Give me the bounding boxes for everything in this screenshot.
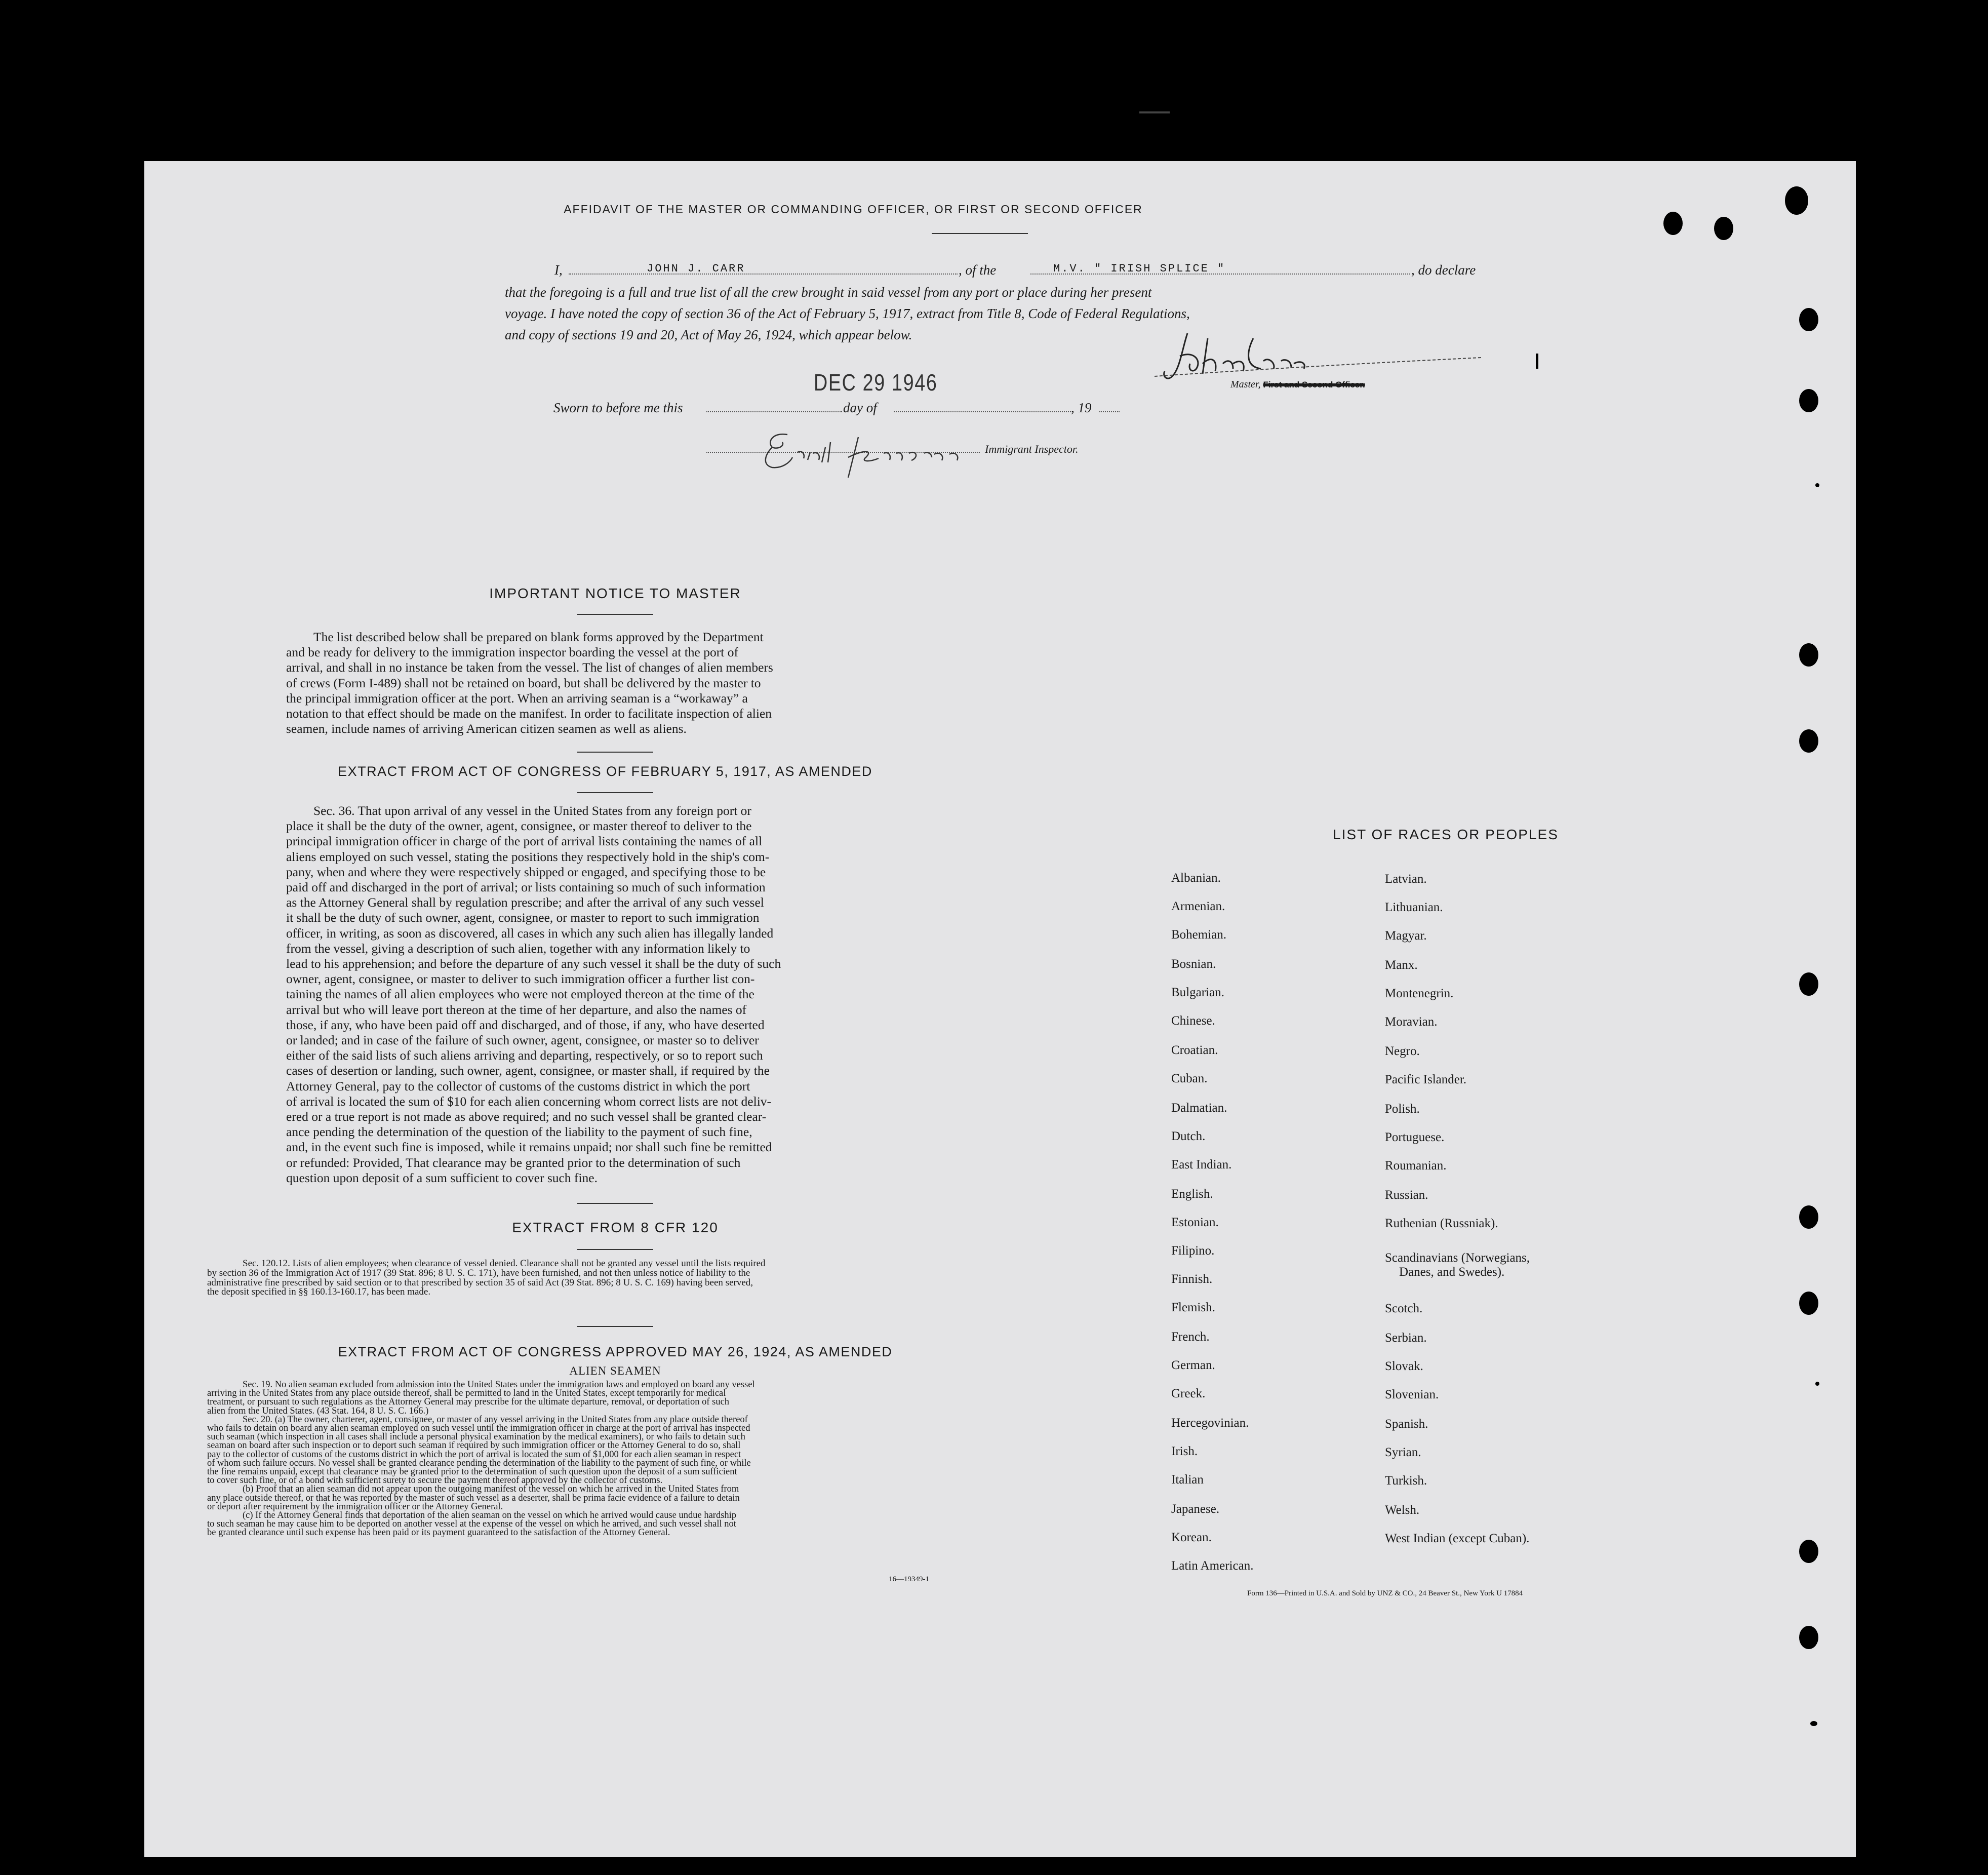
form-code: 16—19349-1: [889, 1575, 929, 1583]
races-title: LIST OF RACES OR PEOPLES: [1333, 827, 1559, 842]
race-item: German.: [1171, 1358, 1215, 1372]
race-item: Roumanian.: [1385, 1159, 1447, 1173]
cfr-line: Sec. 120.12. Lists of alien employees; when clearance of vessel denied. Clearance shall not be granted any vessel until the lists required: [243, 1258, 766, 1269]
race-item: Negro.: [1385, 1044, 1420, 1058]
race-item: Korean.: [1171, 1531, 1212, 1544]
struck-officer-text: First and Second Officer.: [1263, 380, 1365, 389]
notice-line: arrival, and shall in no instance be taken from the vessel. The list of changes of alien members: [286, 660, 773, 675]
alien-seamen-subtitle: ALIEN SEAMEN: [569, 1364, 661, 1377]
race-item: Scotch.: [1385, 1302, 1423, 1315]
declaration-line-2: that the foregoing is a full and true list of all the crew brought in said vessel from any port or place during her present: [505, 285, 1152, 300]
extract-1917-bottom-rule: [577, 1203, 653, 1204]
extract-1917-title: EXTRACT FROM ACT OF CONGRESS OF FEBRUARY 5, 1917, AS AMENDED: [338, 764, 872, 779]
margin-speck: [1139, 111, 1170, 113]
race-item: Albanian.: [1171, 871, 1221, 885]
sec19-line: alien from the United States. (43 Stat. 164, 8 U. S. C. 166.): [207, 1405, 429, 1416]
sec36-line: officer, in writing, as soon as discovered, all cases in which any such alien has illegally landed: [286, 925, 774, 941]
sworn-dots-3: [1099, 411, 1120, 412]
master-title: Master,: [1230, 379, 1261, 390]
notice-line: seamen, include names of arriving American citizen seamen as well as aliens.: [286, 721, 687, 736]
sec36-line: either of the said lists of such aliens arriving and departing, respectively, or so to report such: [286, 1048, 763, 1063]
name-dots: [569, 274, 958, 275]
punch-hole: [1785, 186, 1808, 215]
speck: [1536, 354, 1538, 369]
sec36-line: question upon deposit of a sum sufficient to cover such fine.: [286, 1170, 598, 1185]
sec20-line: such seaman (which inspection in all cases shall include a personal physical examination by the medical examiners), or who fails to detain such: [207, 1432, 745, 1442]
race-item: West Indian (except Cuban).: [1385, 1532, 1530, 1545]
race-item: Slovak.: [1385, 1359, 1423, 1373]
punch-hole: [1799, 1292, 1818, 1315]
sec36-line: as the Attorney General shall by regulation prescribe; and after the arrival of any such vessel: [286, 895, 764, 910]
vessel-name: M.V. " IRISH SPLICE ": [1053, 262, 1226, 275]
day-of-label: day of: [843, 400, 877, 415]
sec36-line: it shall be the duty of such owner, agent, consignee, or master to report to such immigration: [286, 910, 760, 925]
punch-hole: [1799, 643, 1818, 667]
sec20-line: any place outside thereof, or that he was reported by the master of such vessel as a deserter, shall be prima facie evidence of a failure to detain: [207, 1493, 740, 1503]
race-item: Greek.: [1171, 1387, 1206, 1400]
sec36-line: of arrival is located the sum of $10 for each alien concerning whom correct lists are not deliv-: [286, 1093, 772, 1109]
sec19-line: arriving in the United States from any place outside thereof, shall be permitted to land in the United States, except temporarily for medical: [207, 1388, 726, 1399]
title-rule: [932, 233, 1028, 234]
sworn-line: [553, 400, 1161, 418]
sec20-line: pay to the collector of customs of the customs district in which the port of arrival is located the sum of $1,000 for each alien seaman in respect: [207, 1449, 741, 1460]
race-item: Ruthenian (Russniak).: [1385, 1217, 1498, 1230]
do-declare-label: , do declare: [1411, 262, 1476, 278]
race-item: Serbian.: [1385, 1331, 1427, 1345]
sec36-line: aliens employed on such vessel, stating the positions they respectively hold in the ship's com-: [286, 849, 770, 864]
race-item: Bosnian.: [1171, 957, 1216, 971]
affidavit-title: AFFIDAVIT OF THE MASTER OR COMMANDING OFFICER, OR FIRST OR SECOND OFFICER: [564, 203, 1143, 216]
punch-hole: [1799, 308, 1818, 331]
race-item: Moravian.: [1385, 1015, 1438, 1029]
race-item: Syrian.: [1385, 1446, 1421, 1459]
sec20-line: seaman on board after such inspection or to deport such seaman if required by such immigration officer or the Attorney General to do so, shall: [207, 1440, 741, 1451]
notice-bottom-rule: [577, 752, 653, 753]
race-item: Cuban.: [1171, 1072, 1208, 1085]
notice-line: notation to that effect should be made on the manifest. In order to facilitate inspection of alien: [286, 706, 772, 721]
cfr-line: administrative fine prescribed by said section or to that prescribed by section 35 of said Act (39 Stat. 896; 8 U. S. C. 169) having been served,: [207, 1277, 753, 1288]
race-item: Scandinavians (Norwegians,: [1385, 1251, 1530, 1265]
race-item: Slovenian.: [1385, 1388, 1439, 1401]
sec20-line: Sec. 20. (a) The owner, charterer, agent, consignee, or master of any vessel arriving in the United States from any place outside thereof: [243, 1414, 748, 1425]
punch-hole: [1799, 1626, 1818, 1649]
notice-line: of crews (Form I-489) shall not be retained on board, but shall be delivered by the master to: [286, 675, 761, 690]
sec36-line: Attorney General, pay to the collector of customs of the customs district in which the port: [286, 1078, 750, 1093]
sec36-line: or landed; and in case of the failure of such owner, agent, consignee, or master so to deliver: [286, 1033, 759, 1048]
master-label: [1230, 379, 1365, 390]
race-item: English.: [1171, 1187, 1213, 1201]
master-name: JOHN J. CARR: [647, 262, 745, 275]
sec19-line: Sec. 19. No alien seaman excluded from admission into the United States under the immigration laws and employed on board any vessel: [243, 1380, 755, 1390]
sec20-line: (b) Proof that an alien seaman did not appear upon the outgoing manifest of the vessel on which he arrived in the United States from: [243, 1484, 739, 1495]
race-item: Finnish.: [1171, 1272, 1213, 1286]
race-item: Filipino.: [1171, 1244, 1215, 1258]
race-item: Estonian.: [1171, 1216, 1219, 1229]
race-item: Chinese.: [1171, 1014, 1215, 1028]
cfr-line: the deposit specified in §§ 160.13-160.17, has been made.: [207, 1286, 431, 1298]
race-item: Japanese.: [1171, 1502, 1220, 1516]
race-item: Bohemian.: [1171, 928, 1227, 942]
margin-speck: [476, 104, 479, 111]
punch-hole: [1799, 1205, 1818, 1229]
of-the-label: , of the: [959, 262, 997, 278]
sec36-line: ance pending the determination of the question of the liability to the payment of such fine,: [286, 1124, 752, 1140]
race-item-continuation: Danes, and Swedes).: [1399, 1265, 1505, 1279]
sec20-line: of whom such failure occurs. No vessel shall be granted clearance pending the determination of the liability to the payment of such fine, or while: [207, 1458, 751, 1468]
race-item: Magyar.: [1385, 929, 1427, 943]
race-item: Polish.: [1385, 1102, 1420, 1116]
notice-line: and be ready for delivery to the immigration inspector boarding the vessel at the port of: [286, 645, 738, 660]
extract-1924-title: EXTRACT FROM ACT OF CONGRESS APPROVED MAY 26, 1924, AS AMENDED: [338, 1344, 893, 1359]
race-item: Spanish.: [1385, 1417, 1428, 1431]
race-item: Latin American.: [1171, 1559, 1254, 1573]
i-label: I,: [554, 262, 563, 278]
speck: [1815, 483, 1819, 487]
sec36-line: lead to his apprehension; and before the departure of any such vessel it shall be the duty of such: [286, 956, 781, 971]
document-sheet: [144, 161, 1856, 1857]
race-item: Flemish.: [1171, 1301, 1215, 1314]
cfr-body: [207, 1259, 1083, 1297]
punch-hole: [1799, 1540, 1818, 1563]
punch-hole: [1663, 212, 1683, 235]
race-item: Welsh.: [1385, 1503, 1420, 1517]
race-item: Italian: [1171, 1473, 1204, 1487]
race-item: Croatian.: [1171, 1043, 1218, 1057]
sec36-line: or refunded: Provided, That clearance may be granted prior to the determination of such: [286, 1155, 741, 1170]
sec36-line: from the vessel, giving a description of such alien, together with any information likely to: [286, 941, 750, 956]
sec36-line: those, if any, who have been paid off and discharged, and of those, if any, who have deserted: [286, 1017, 765, 1032]
race-item: East Indian.: [1171, 1158, 1232, 1171]
sec20-line: (c) If the Attorney General finds that deportation of the alien seaman on the vessel on which he arrived would cause undue hardship: [243, 1510, 737, 1521]
race-item: Lithuanian.: [1385, 901, 1443, 914]
sworn-label: Sworn to before me this: [553, 400, 683, 415]
race-item: Latvian.: [1385, 872, 1427, 886]
race-item: French.: [1171, 1330, 1210, 1344]
sec20-line: be granted clearance until such expense has been paid or its payment guaranteed to the satisfaction of the Attorney General.: [207, 1528, 670, 1538]
sec20-line: to cover such fine, or of a bond with sufficient surety to secure the payment thereof approved by the collector of customs.: [207, 1475, 663, 1486]
cfr-rule: [577, 1249, 653, 1250]
race-item: Portuguese.: [1385, 1130, 1445, 1144]
sec36-line: owner, agent, consignee, or master to deliver to such immigration officer a further list con-: [286, 971, 755, 987]
extract-1917-rule: [577, 792, 653, 793]
sec20-line: or deport after requirement by the immigration officer or the Attorney General.: [207, 1501, 503, 1512]
race-item: Armenian.: [1171, 900, 1225, 913]
race-item: Russian.: [1385, 1188, 1428, 1202]
sec20-line: who fails to detain on board any alien seaman employed on such vessel until the immigration officer in charge at the port of arrival has inspected: [207, 1423, 750, 1434]
sec36-line: taining the names of all alien employees who were not employed thereon at the time of the: [286, 987, 754, 1002]
sec19-line: treatment, or pursuant to such regulations as the Attorney General may prescribe for the ultimate departure, removal, or deportation of such: [207, 1397, 730, 1408]
sec36-line: place it shall be the duty of the owner, agent, consignee, or master thereof to deliver to the: [286, 818, 752, 834]
form-footer: Form 136—Printed in U.S.A. and Sold by UNZ & CO., 24 Beaver St., New York U 17884: [1247, 1589, 1523, 1597]
declaration-line-4: and copy of sections 19 and 20, Act of May 26, 1924, which appear below.: [505, 327, 912, 342]
sec36-line: paid off and discharged in the port of arrival; or lists containing so much of such information: [286, 880, 766, 895]
race-item: Manx.: [1385, 958, 1418, 972]
speck: [1810, 1721, 1817, 1726]
punch-hole: [1799, 972, 1818, 996]
sworn-dots-2: [894, 411, 1071, 412]
race-item: Hercegovinian.: [1171, 1416, 1249, 1430]
sec20-line: to such seaman he may cause him to be deported on another vessel at the expense of the vessel on which he arrived, and such vessel shall not: [207, 1519, 736, 1530]
race-item: Turkish.: [1385, 1474, 1427, 1488]
extract-1924-body: [207, 1381, 1083, 1538]
inspector-signature: [757, 422, 995, 483]
sworn-dots-1: [706, 411, 842, 412]
race-item: Pacific Islander.: [1385, 1073, 1467, 1086]
sec36-line: cases of desertion or landing, such owner, agent, consignee, or master shall, if required by the: [286, 1063, 770, 1078]
sec36-line: pany, when and where they were respectively shipped or engaged, and specifying those to be: [286, 864, 766, 879]
extract-1917-body: [286, 803, 1000, 1186]
speck: [1815, 1382, 1819, 1386]
sec36-line: principal immigration officer in charge of the port of arrival lists containing the names of all: [286, 834, 763, 849]
inspector-label: Immigrant Inspector.: [985, 443, 1079, 455]
punch-hole: [1799, 729, 1818, 753]
notice-body: [286, 630, 891, 736]
declaration-line-3: voyage. I have noted the copy of section 36 of the Act of February 5, 1917, extract from Title 8, Code of Federal Regulations,: [505, 306, 1190, 321]
sec36-line: arrival but who will leave port thereon at the time of her departure, and also the names of: [286, 1002, 747, 1017]
declaration-line-1: [554, 262, 1598, 283]
nineteen-label: , 19: [1071, 400, 1092, 415]
sec36-line: ered or a true report is not made as above required; and no such vessel shall be granted clear-: [286, 1109, 767, 1124]
cfr-title: EXTRACT FROM 8 CFR 120: [512, 1220, 719, 1235]
cfr-bottom-rule: [577, 1326, 653, 1327]
sec36-line: and, in the event such fine is imposed, while it remains unpaid; nor shall such fine be remitted: [286, 1140, 772, 1155]
race-item: Montenegrin.: [1385, 987, 1454, 1000]
sec20-line: the fine remains unpaid, except that clearance may be granted prior to the determination of such question upon the deposit of a sum sufficient: [207, 1467, 737, 1477]
notice-title: IMPORTANT NOTICE TO MASTER: [489, 585, 741, 601]
punch-hole: [1714, 217, 1733, 240]
sec36-line: Sec. 36. That upon arrival of any vessel in the United States from any foreign port or: [313, 803, 751, 818]
race-item: Dutch.: [1171, 1129, 1206, 1143]
punch-hole: [1799, 389, 1818, 412]
notice-line: the principal immigration officer at the port. When an arriving seaman is a “workaway” a: [286, 690, 748, 706]
race-item: Bulgarian.: [1171, 986, 1224, 999]
date-stamp: DEC 29 1946: [814, 369, 938, 396]
race-item: Irish.: [1171, 1444, 1198, 1458]
notice-rule: [577, 614, 653, 615]
cfr-line: by section 36 of the Immigration Act of 1917 (39 Stat. 896; 8 U. S. C. 171), have been furnished, and not then unless notice of liability to the: [207, 1267, 750, 1278]
notice-line: The list described below shall be prepared on blank forms approved by the Department: [313, 630, 764, 644]
race-item: Dalmatian.: [1171, 1101, 1227, 1115]
